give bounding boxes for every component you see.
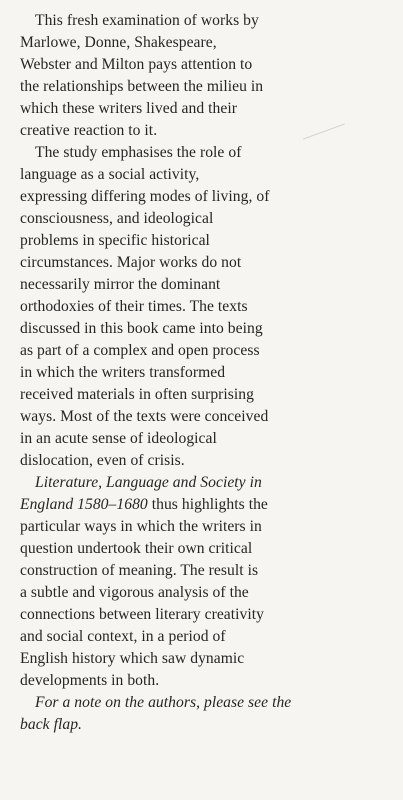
- text-line: language as a social activity,: [20, 166, 200, 183]
- text-line: English history which saw dynamic: [20, 650, 245, 667]
- text-line: in which the writers transformed: [20, 364, 226, 381]
- paragraph-author-note: [20, 692, 389, 736]
- text-line: For a note on the authors, please see the: [35, 694, 292, 711]
- text-line: and social context, in a period of: [20, 628, 226, 645]
- text-fragment: thus highlights the: [147, 496, 268, 513]
- text-line: ways. Most of the texts were conceived: [20, 408, 269, 425]
- text-line: as part of a complex and open process: [20, 342, 260, 359]
- text-line: connections between literary creativity: [20, 606, 264, 623]
- text-line: This fresh examination of works by: [35, 12, 259, 29]
- text-line: received materials in often surprising: [20, 386, 254, 403]
- text-line: orthodoxies of their times. The texts: [20, 298, 248, 315]
- text-line: The study emphasises the role of: [35, 144, 242, 161]
- text-line: [20, 472, 389, 494]
- paragraph-study: [20, 142, 389, 472]
- text-line: expressing differing modes of living, of: [20, 188, 270, 205]
- text-line: Webster and Milton pays attention to: [20, 56, 253, 73]
- text-line: dislocation, even of crisis.: [20, 452, 185, 469]
- book-title-part-1: Literature, Language and Society in: [35, 474, 262, 491]
- text-line: the relationships between the milieu in: [20, 78, 264, 95]
- text-line: which these writers lived and their: [20, 100, 237, 117]
- text-line: problems in specific historical: [20, 232, 210, 249]
- text-line: particular ways in which the writers in: [20, 518, 262, 535]
- paragraph-intro: [20, 10, 389, 142]
- book-title-part-2: England 1580–1680: [20, 496, 148, 513]
- text-line: Marlowe, Donne, Shakespeare,: [20, 34, 217, 51]
- text-line: question undertook their own critical: [20, 540, 253, 557]
- text-line: necessarily mirror the dominant: [20, 276, 221, 293]
- text-line: construction of meaning. The result is: [20, 562, 259, 579]
- text-line: [20, 494, 389, 516]
- paragraph-highlights: [20, 472, 389, 692]
- text-line: discussed in this book came into being: [20, 320, 263, 337]
- text-line: a subtle and vigorous analysis of the: [20, 584, 249, 601]
- text-line: circumstances. Major works do not: [20, 254, 242, 271]
- text-line: developments in both.: [20, 672, 160, 689]
- text-line: back flap.: [20, 716, 82, 733]
- text-line: in an acute sense of ideological: [20, 430, 217, 447]
- text-line: creative reaction to it.: [20, 122, 158, 139]
- text-line: consciousness, and ideological: [20, 210, 214, 227]
